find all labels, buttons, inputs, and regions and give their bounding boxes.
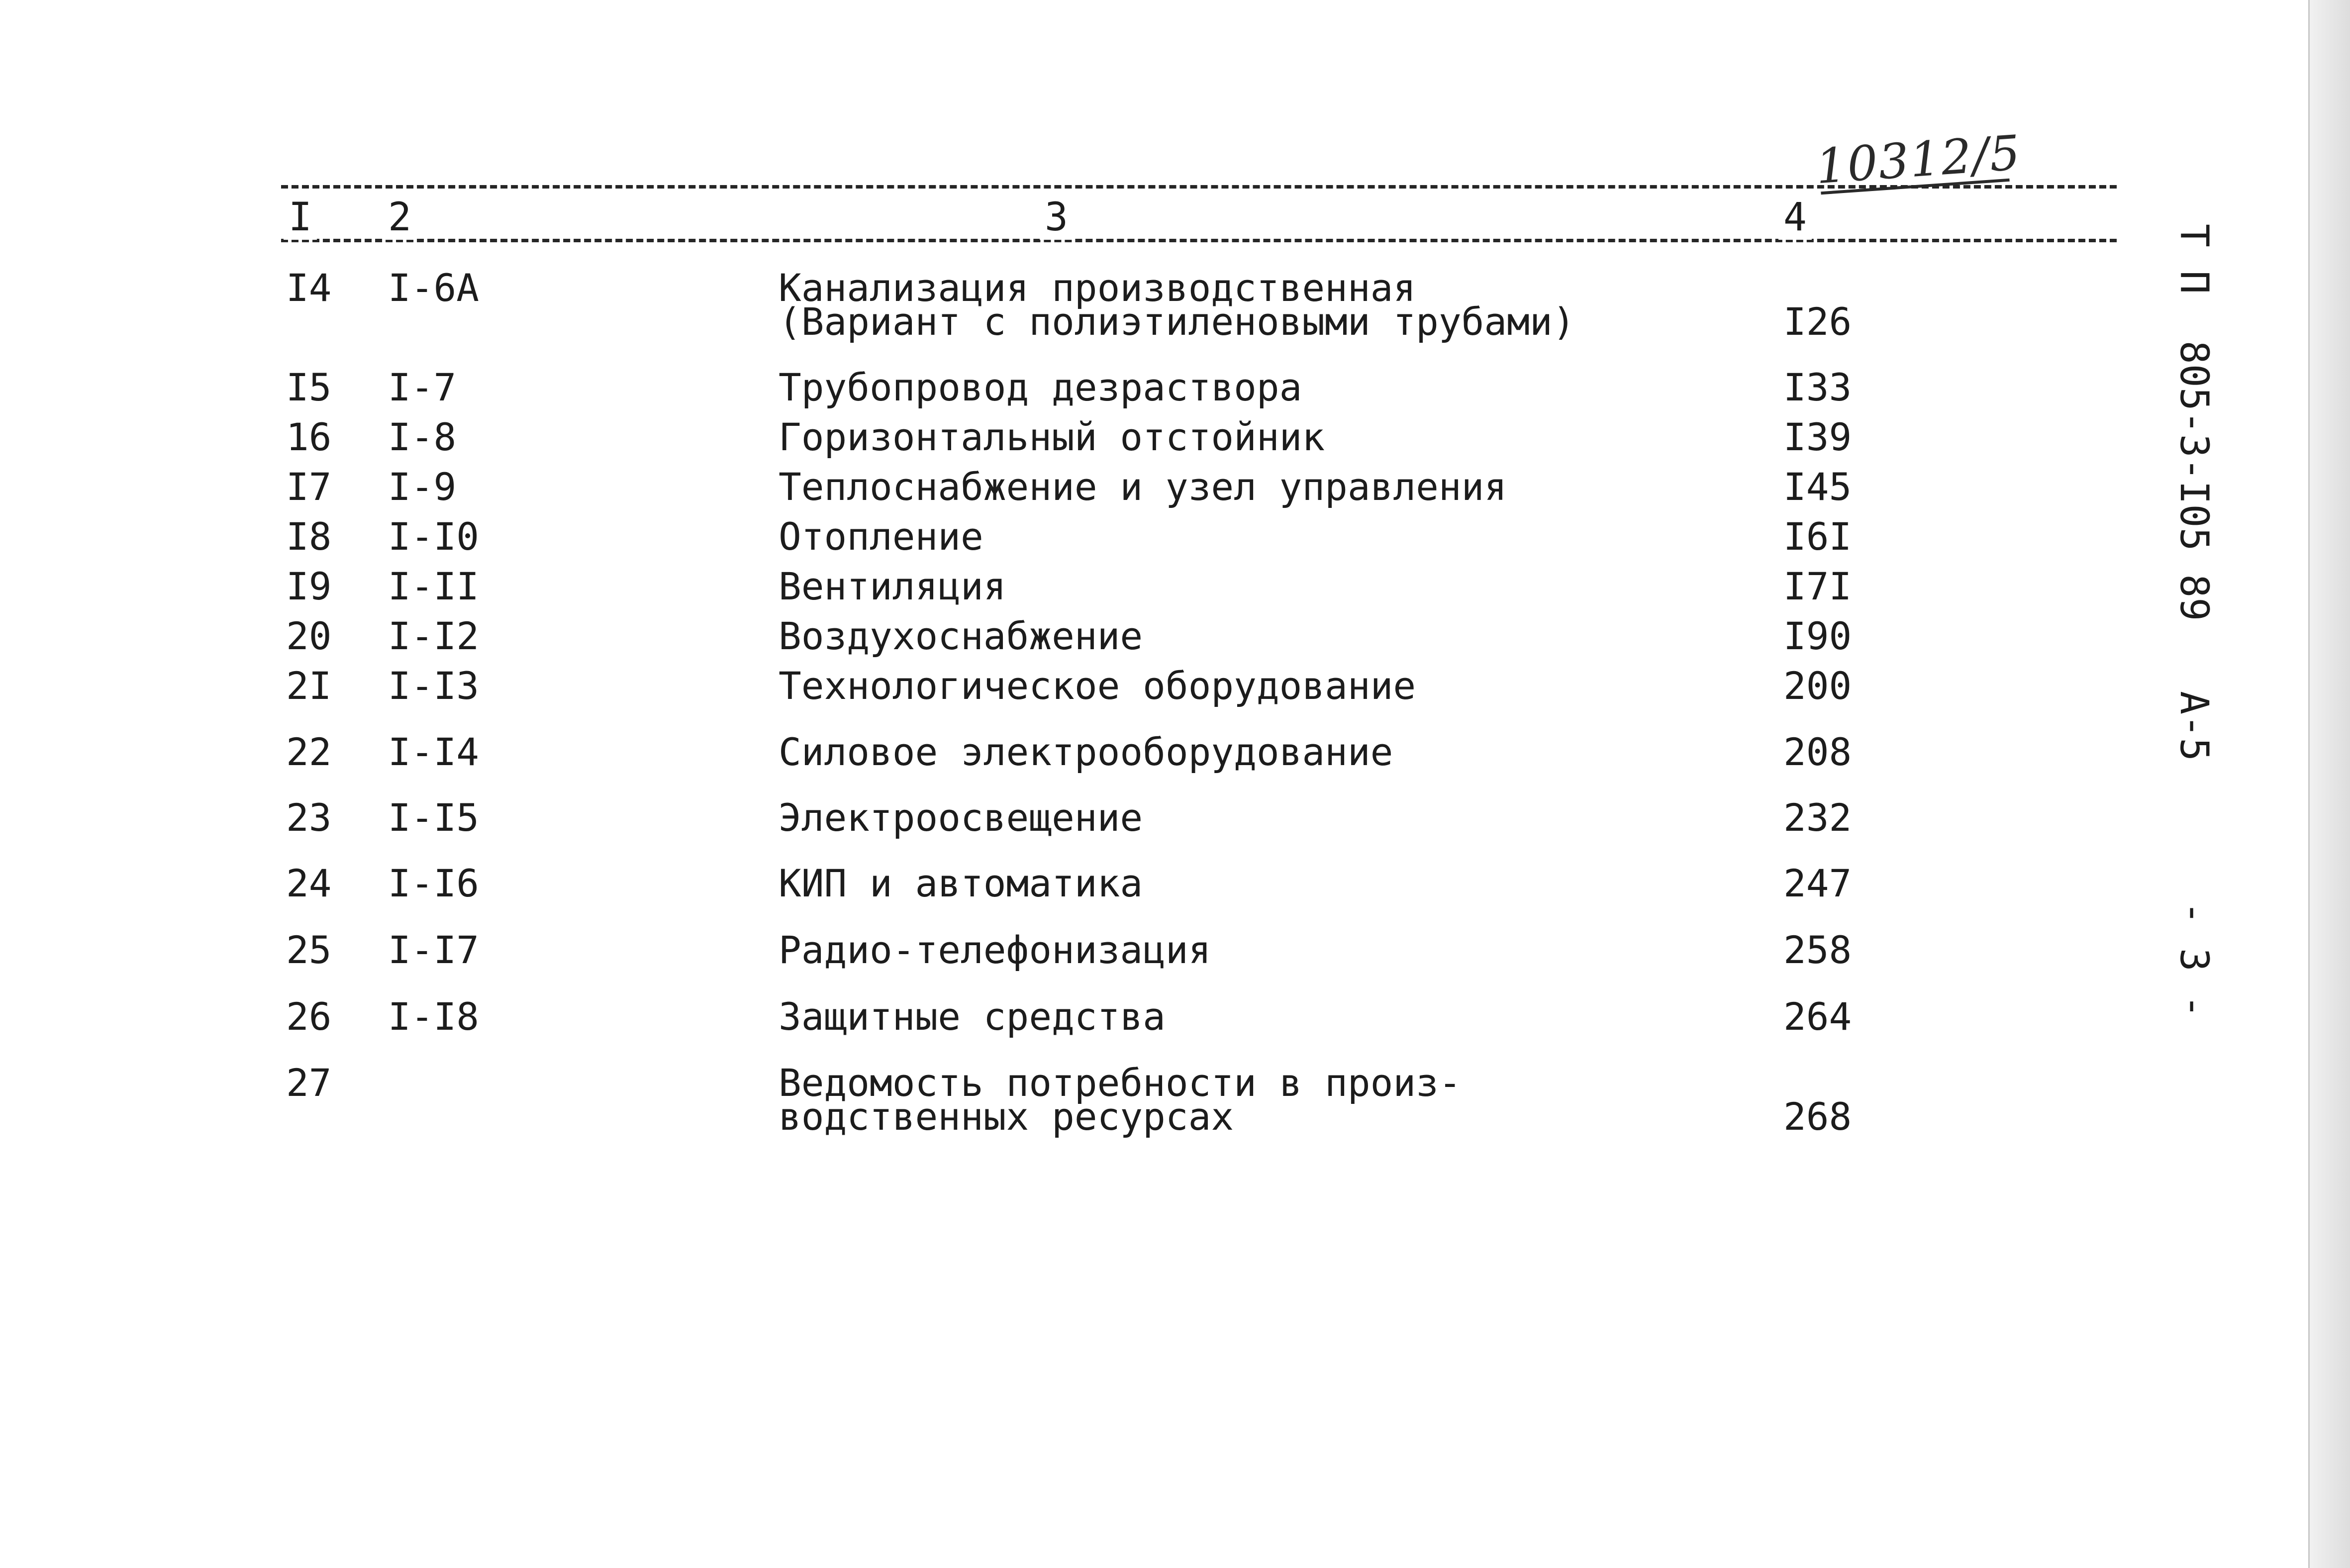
row-page: 208	[1783, 730, 1852, 774]
row-code: I-I6	[388, 861, 480, 905]
column-header-1: I	[284, 195, 317, 240]
row-title-line: Теплоснабжение и узел управления	[779, 465, 1507, 509]
row-number: 27	[286, 1061, 332, 1105]
row-page: 232	[1783, 795, 1852, 840]
row-title-line: Технологическое оборудование	[779, 664, 1416, 708]
row-code: I-I2	[388, 614, 480, 658]
row-code: I-6A	[388, 266, 480, 310]
row-page: 264	[1783, 994, 1852, 1039]
handwritten-number: 10312/5	[1814, 124, 2023, 195]
row-title-line: Канализация производственная	[779, 266, 1416, 310]
row-title-line: Радио-телефонизация	[779, 928, 1211, 972]
scan-edge	[2308, 0, 2350, 1568]
row-number: 2I	[286, 664, 332, 708]
row-code: I-I0	[388, 514, 480, 559]
row-page: I33	[1783, 365, 1852, 409]
row-page: I6I	[1783, 514, 1852, 559]
row-number: I8	[286, 514, 332, 559]
row-code: I-I7	[388, 928, 480, 972]
row-number: 25	[286, 928, 332, 972]
top-dashed-rule	[281, 185, 2117, 189]
row-page: 247	[1783, 861, 1852, 905]
row-page: 268	[1783, 1094, 1852, 1139]
row-code: I-I5	[388, 795, 480, 840]
row-page: I39	[1783, 415, 1852, 459]
row-number: 26	[286, 994, 332, 1039]
column-header-2: 2	[383, 195, 416, 240]
row-page: 200	[1783, 664, 1852, 708]
row-title-line: Защитные средства	[779, 994, 1166, 1039]
row-page: I90	[1783, 614, 1852, 658]
row-code: I-I8	[388, 994, 480, 1039]
row-title-line: Электроосвещение	[779, 795, 1143, 840]
row-title-line: Вентиляция	[779, 564, 1006, 608]
row-title-line: Трубопровод дезраствора	[779, 365, 1302, 409]
row-number: 16	[286, 415, 332, 459]
row-title-line: Отопление	[779, 514, 983, 559]
row-title-line: КИП и автоматика	[779, 861, 1143, 905]
row-number: I7	[286, 465, 332, 509]
row-number: 22	[286, 730, 332, 774]
row-code: I-II	[388, 564, 480, 608]
header-dashed-rule	[281, 239, 2117, 242]
row-number: I5	[286, 365, 332, 409]
row-page: I7I	[1783, 564, 1852, 608]
column-header-3: 3	[1040, 195, 1073, 240]
row-title-line: водственных ресурсах	[779, 1094, 1234, 1139]
row-page: I26	[1783, 299, 1852, 344]
row-title-line: Силовое электрооборудование	[779, 730, 1393, 774]
row-number: I4	[286, 266, 332, 310]
row-number: 23	[286, 795, 332, 840]
row-code: I-I4	[388, 730, 480, 774]
row-code: I-9	[388, 465, 457, 509]
row-number: 20	[286, 614, 332, 658]
row-code: I-7	[388, 365, 457, 409]
row-page: 258	[1783, 928, 1852, 972]
row-code: I-8	[388, 415, 457, 459]
row-title-line: (Вариант с полиэтиленовыми трубами)	[779, 299, 1575, 344]
column-header-4: 4	[1778, 195, 1812, 240]
row-number: 24	[286, 861, 332, 905]
row-page: I45	[1783, 465, 1852, 509]
side-document-code: Т П 805-3-I05 89 А-5 - 3 -	[2171, 224, 2216, 1018]
row-code: I-I3	[388, 664, 480, 708]
row-number: I9	[286, 564, 332, 608]
row-title-line: Горизонтальный отстойник	[779, 415, 1325, 459]
row-title-line: Воздухоснабжение	[779, 614, 1143, 658]
row-title-line: Ведомость потребности в произ-	[779, 1061, 1462, 1105]
